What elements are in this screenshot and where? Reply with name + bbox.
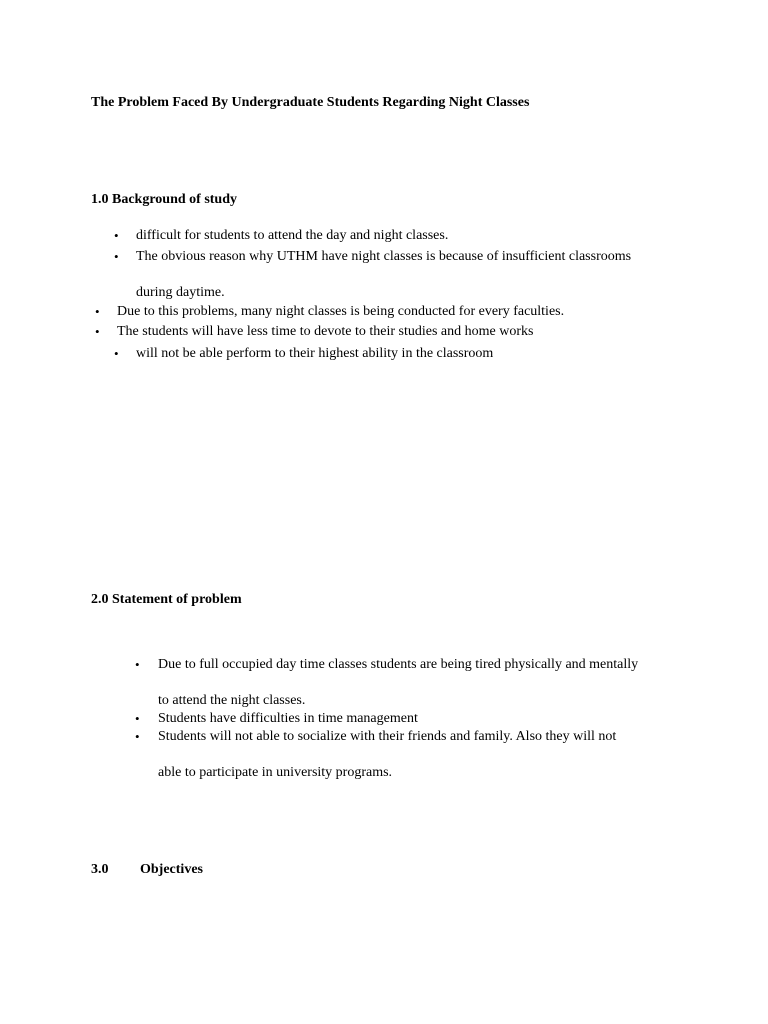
bullet-icon: •: [114, 249, 119, 264]
section-heading-statement: 2.0 Statement of problem: [91, 592, 242, 607]
list-item: The students will have less time to devote to their studies and home works: [117, 324, 534, 339]
bullet-icon: •: [114, 228, 119, 243]
list-item-continuation: to attend the night classes.: [158, 693, 306, 708]
bullet-icon: •: [135, 729, 140, 744]
section-heading-objectives: Objectives: [140, 862, 203, 877]
bullet-icon: •: [135, 711, 140, 726]
list-item: Students have difficulties in time management: [158, 711, 418, 726]
list-item: Due to this problems, many night classes is being conducted for every faculties.: [117, 304, 565, 319]
bullet-icon: •: [95, 304, 100, 319]
bullet-icon: •: [114, 346, 119, 361]
document-title: The Problem Faced By Undergraduate Students Regarding Night Classes: [91, 95, 530, 110]
bullet-icon: •: [95, 324, 100, 339]
section-number-objectives: 3.0: [91, 862, 109, 877]
list-item: difficult for students to attend the day and night classes.: [136, 228, 449, 243]
bullet-icon: •: [135, 657, 140, 672]
list-item-continuation: able to participate in university programs.: [158, 765, 393, 780]
list-item: Students will not able to socialize with their friends and family. Also they will not: [158, 729, 617, 744]
section-heading-background: 1.0 Background of study: [91, 192, 238, 207]
list-item-continuation: during daytime.: [136, 285, 225, 300]
list-item: Due to full occupied day time classes students are being tired physically and mentally: [158, 657, 639, 672]
list-item: The obvious reason why UTHM have night classes is because of insufficient classrooms: [136, 249, 632, 264]
list-item: will not be able perform to their highest ability in the classroom: [136, 346, 494, 361]
